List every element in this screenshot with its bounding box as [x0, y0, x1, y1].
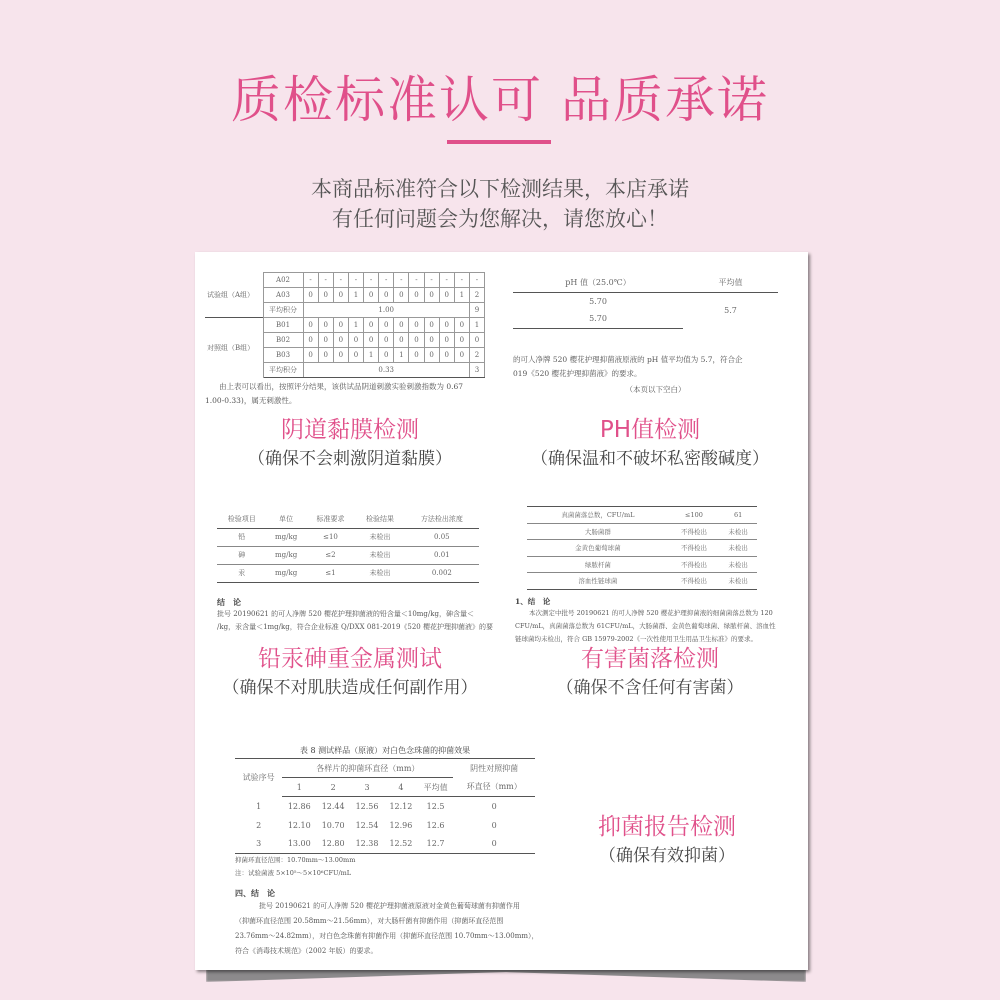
antibacterial-report: [235, 745, 595, 959]
table-header: 检验项目 单位 标准要求 检验结果 方法检出浓度: [217, 510, 479, 528]
table-row: A03 0 0 0 1 0 0 0 0 0 0 1 2: [205, 288, 485, 303]
table-caption: 表 8 测试样品（原液）对白色念珠菌的抑菌效果: [299, 746, 471, 755]
bacteria-conclusion-heading: 1、结 论: [515, 596, 551, 606]
table-row: 砷 mg/kg ≤2 未检出 0.01: [217, 546, 479, 564]
table-header: pH 值（25.0℃） 平均值: [513, 274, 778, 292]
table-row: 5.70 5.7: [589, 296, 737, 315]
section-label-heavy-metal: 铅汞砷重金属测试 （确保不对肌肤造成任何副作用）: [222, 646, 478, 698]
table-row: 汞 mg/kg ≤1 未检出 0.002: [217, 564, 479, 582]
ph-table: [513, 274, 778, 329]
heavy-metal-report: [217, 510, 493, 634]
table-row: 溶血性链球菌 不得检出 未检出: [527, 573, 757, 590]
intro-line-1: 本商品标准符合以下检测结果，本店承诺: [311, 177, 689, 201]
intro-text: [0, 174, 1000, 234]
blank-note: （本页以下空白）: [625, 384, 686, 394]
ph-report: [513, 274, 798, 397]
table-row: 金黄色葡萄球菌 不得检出 未检出: [527, 540, 757, 557]
table-row: 对照组（B组） B01 0 0 0 1 0 0 0 0 0 0 0 1: [205, 318, 485, 333]
table-row: 平均积分 0.33 3: [205, 363, 485, 378]
table-row: B02 0 0 0 0 0 0 0 0 0 0 0 0: [205, 333, 485, 348]
intro-line-2: 有任何问题会为您解决，请您放心！: [332, 207, 668, 231]
table-row: 5.70: [513, 310, 778, 328]
irritation-table: 试验组（A组） A02 - - - - - - - - - - - - A03 0 0 0 1 0 0 0 0 0 0 1 2 平均积分 1.00 9 对照组（B组） B01 0 0 0 1 0 0 0 0 0 0 0 1 B02 0 0 0 0 0 0 0 0 0 0 0 0 B03 0 0 0 0 1 0 1 0 0 0 0 2 平均积分 0.33 3: [205, 272, 485, 378]
section-label-antibacterial: 抑菌报告检测 （确保有效抑菌）: [598, 814, 736, 866]
section-label-ph: PH值检测 （确保温和不破坏私密酸碱度）: [531, 417, 769, 469]
bacteria-report: [515, 506, 800, 646]
table-row: 绿脓杆菌 不得检出 未检出: [527, 556, 757, 573]
table-notes: 抑菌环直径范围：10.70mm～13.00mm 注：试验菌液 5×10⁵～5×10⁶CFU/mL: [235, 856, 356, 877]
table-row: 真菌菌落总数，CFU/mL ≤100 61: [527, 507, 757, 524]
table-row: 铅 mg/kg ≤10 未检出 0.05: [217, 528, 479, 546]
table-row: 3 13.00 12.80 12.38 12.52 12.7 0: [235, 835, 535, 854]
section-label-bacteria: 有害菌落检测 （确保不含任何有害菌）: [556, 646, 744, 698]
antibacterial-table: [235, 758, 535, 854]
metals-conclusion: 批号 20190621 的可人净牌 520 樱花护理抑菌液的铅含量＜10mg/kg，砷含量＜ /kg，汞含量＜1mg/kg，符合企业标准 Q/DXX 081-2019《520 樱花护理抑菌液》的要: [217, 609, 493, 631]
table-header: 1 2 3 4 平均值 环直径（mm）: [235, 778, 535, 797]
ph-conclusion: 的可人净牌 520 樱花护理抑菌液原液的 pH 值平均值为 5.7，符合企 019《520 樱花护理抑菌液》的要求。: [513, 354, 743, 378]
table-row: 大肠菌群 不得检出 未检出: [527, 523, 757, 540]
table-row: 1 12.86 12.44 12.56 12.12 12.5 0: [256, 801, 497, 811]
bacteria-conclusion: 本次测定中批号 20190621 的可人净牌 520 樱花护理抑菌液的细菌菌落总数为 120 CFU/mL，真菌菌落总数为 61CFU/mL，大肠菌群、金黄色葡萄球菌、绿脓杆菌、溶血性 链球菌均未检出，符合 GB 15979-2002《一次性使用卫生用品卫生标准》的要求。: [515, 608, 776, 643]
group-a-label: 试验组（A组）: [205, 273, 263, 318]
antibacterial-conclusion: 批号 20190621 的可人净牌 520 樱花护理抑菌液原液对金黄色葡萄球菌有抑菌作用 （抑菌环直径范围 20.58mm～21.56mm），对大肠杆菌有抑菌作用（抑菌环直径范围 23.76mm～24.82mm），对白色念珠菌有抑菌作用（抑菌环直径范围 10.70mm～13.00mm）， 符合《消毒技术规范》（2002 年版）的要求。: [235, 902, 539, 955]
group-b-label: 对照组（B组）: [205, 318, 263, 378]
table-row: 平均积分 1.00 9: [205, 303, 485, 318]
section-label-mucosa: 阴道黏膜检测 （确保不会刺激阴道黏膜）: [248, 417, 452, 469]
table-row: 2 12.10 10.70 12.54 12.96 12.6 0: [256, 820, 497, 830]
page-title: 质检标准认可 品质承诺: [231, 71, 769, 129]
title-divider: [447, 140, 551, 144]
report-paper: [195, 252, 808, 970]
metals-conclusion-heading: 结 论: [217, 596, 241, 607]
bacteria-table: [527, 506, 757, 590]
irritation-report: [205, 272, 490, 408]
table-header: 试验序号 各样片的抑菌环直径（mm） 阴性对照抑菌: [235, 759, 535, 778]
antibacterial-conclusion-heading: 四、结 论: [235, 888, 275, 898]
table-row: B03 0 0 0 0 1 0 1 0 0 0 0 2: [205, 348, 485, 363]
heavy-metal-table: [217, 510, 479, 583]
irritation-conclusion: 由上表可以看出，按照评分结果，该供试品阴道刺激实验刺激指数为 0.67 1.00-0.33)，属无刺激性。: [205, 382, 464, 405]
